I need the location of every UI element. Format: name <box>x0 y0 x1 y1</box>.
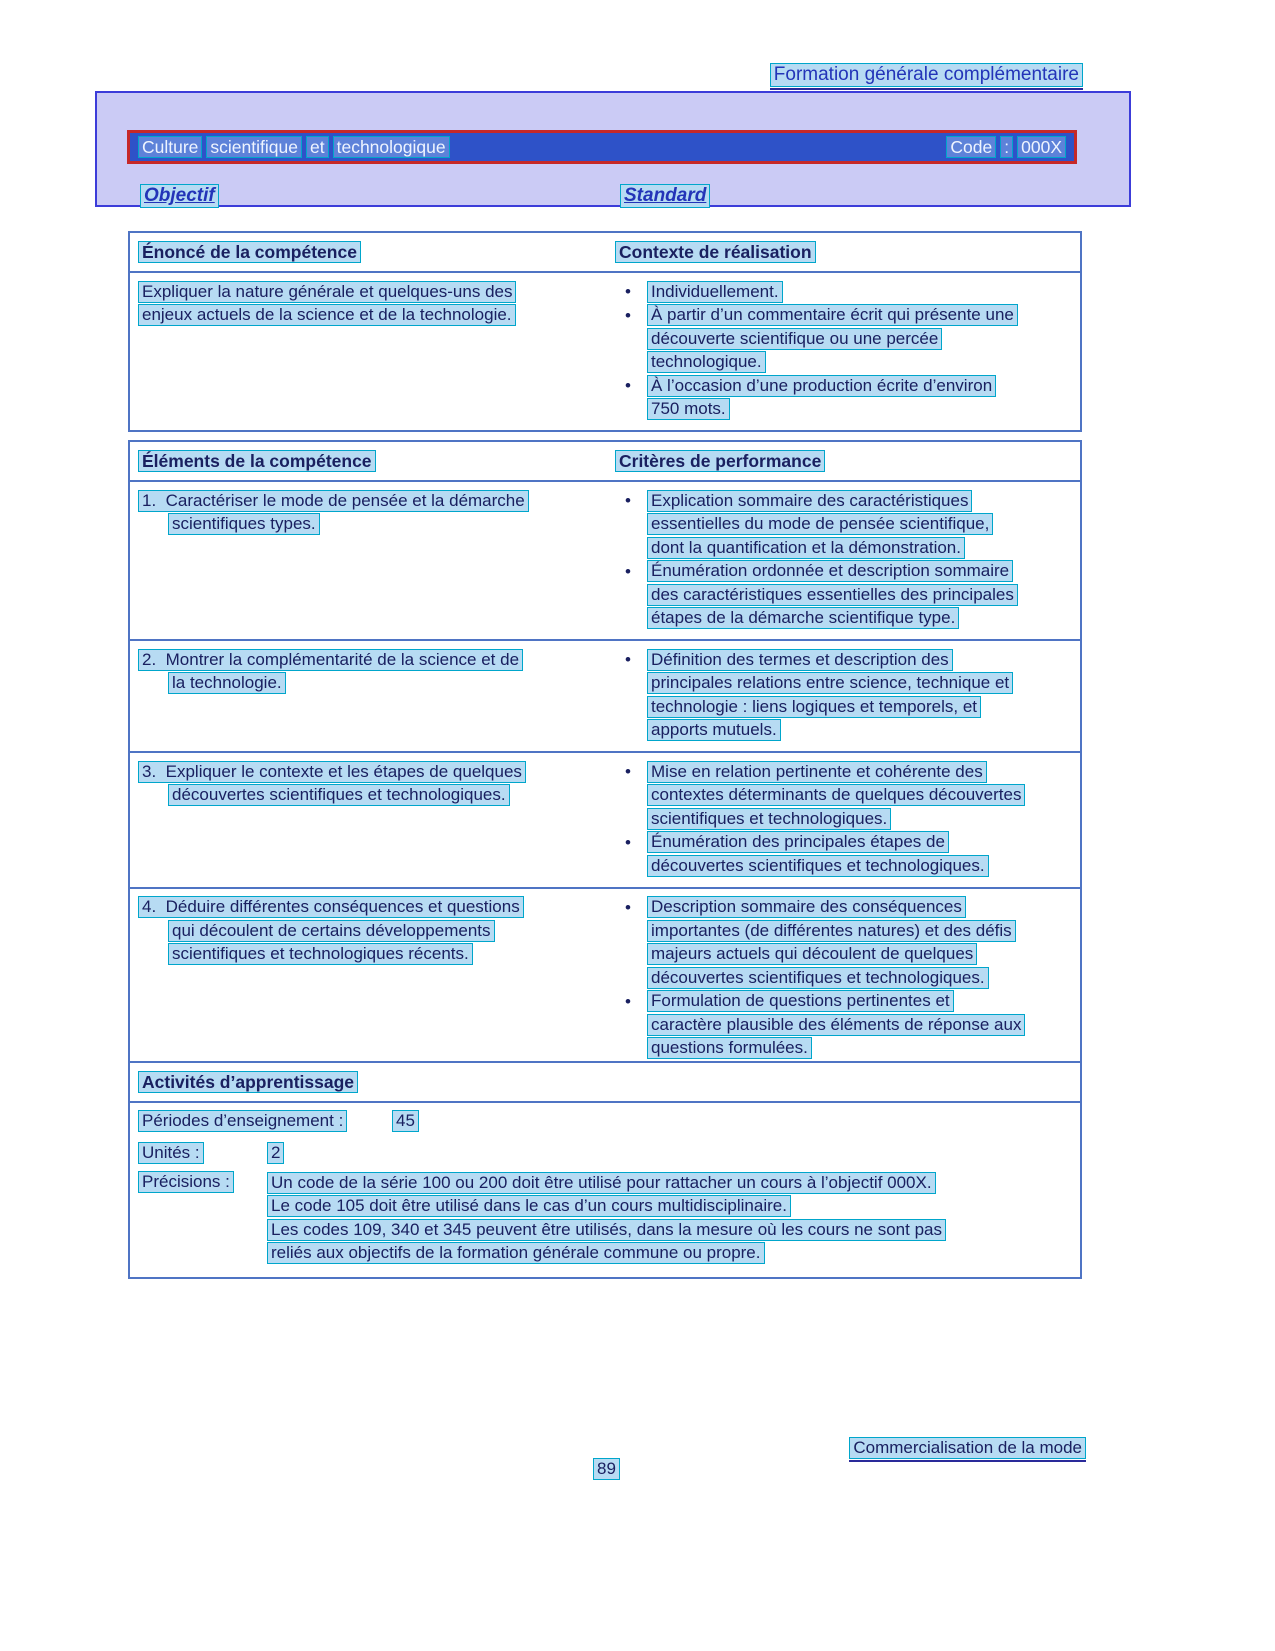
bullet-item <box>625 990 1080 1061</box>
running-header-text: Formation générale complémentaire <box>770 63 1083 87</box>
bullet-item <box>625 489 1080 560</box>
column-header-enonce: Énoncé de la compétence <box>138 241 361 263</box>
title-word: Culture <box>138 136 202 158</box>
precisions-label: Précisions : <box>138 1171 234 1193</box>
bullet-icon: • <box>625 282 631 301</box>
text-line: technologie : liens logiques et temporels, et <box>647 695 1080 719</box>
title-selection-box <box>95 91 1131 207</box>
bullet-icon: • <box>625 897 631 917</box>
element-item-4 <box>130 896 615 1061</box>
objectif-label <box>140 184 219 208</box>
course-title-bar <box>127 130 1077 164</box>
text-line: Les codes 109, 340 et 345 peuvent être utilisés, dans la mesure où les cours ne sont pas <box>267 1218 1080 1242</box>
table-row <box>130 751 1080 887</box>
table-row <box>130 273 1080 430</box>
text-line: caractère plausible des éléments de réponse aux <box>647 1013 1080 1037</box>
standard-label <box>620 184 710 208</box>
criteria-bullet-list-2 <box>615 648 1080 742</box>
bullet-icon: • <box>625 376 631 395</box>
text-line: des caractéristiques essentielles des principales <box>647 583 1080 607</box>
bullet-icon: • <box>625 305 631 325</box>
header-cell-contexte <box>615 241 1080 263</box>
running-header <box>770 63 1083 90</box>
column-header-elements: Éléments de la compétence <box>138 450 376 472</box>
bullet-icon: • <box>625 832 631 852</box>
page-number-text: 89 <box>593 1458 620 1480</box>
activities-header: Activités d’apprentissage <box>138 1071 358 1093</box>
bullet-item <box>625 280 1080 304</box>
bullet-item <box>625 304 1080 375</box>
periods-label: Périodes d’enseignement : <box>138 1110 347 1132</box>
text-line: importantes (de différentes natures) et des défis <box>647 919 1080 943</box>
text-line: Énumération des principales étapes de <box>647 831 1080 855</box>
text-line: 2. Montrer la complémentarité de la science et de <box>138 648 615 672</box>
text-line: 3. Expliquer le contexte et les étapes de quelques <box>138 760 615 784</box>
text-line: apports mutuels. <box>647 719 1080 743</box>
periods-value: 45 <box>392 1110 419 1132</box>
units-label: Unités : <box>138 1142 204 1164</box>
text-line: contextes déterminants de quelques découvertes <box>647 784 1080 808</box>
text-line: 1. Caractériser le mode de pensée et la démarche <box>138 489 615 513</box>
text-line: Mise en relation pertinente et cohérente des <box>647 760 1080 784</box>
title-word: Code <box>946 136 996 158</box>
bullet-icon: • <box>625 650 631 669</box>
bullet-item <box>625 648 1080 742</box>
text-line: qui découlent de certains développements <box>168 919 615 943</box>
criteria-bullet-list-4 <box>615 896 1080 1061</box>
standard-label-text: Standard <box>620 184 710 208</box>
bullet-icon: • <box>625 561 631 581</box>
text-line: découvertes scientifiques et technologiques. <box>647 966 1080 990</box>
activities-table-header-row <box>130 1063 1080 1103</box>
context-bullet-list <box>615 280 1080 421</box>
precisions-label-cell <box>138 1171 267 1193</box>
competence-statement <box>130 280 615 421</box>
bullet-icon: • <box>625 491 631 510</box>
text-line: 750 mots. <box>647 398 1080 422</box>
element-item-2 <box>130 648 615 742</box>
criteria-bullet-list-3 <box>615 760 1080 878</box>
criteria-bullet-list-1 <box>615 489 1080 630</box>
text-line: technologique. <box>647 351 1080 375</box>
text-line: questions formulées. <box>647 1037 1080 1061</box>
column-header-contexte: Contexte de réalisation <box>615 241 816 263</box>
text-line: Explication sommaire des caractéristiques <box>647 489 1080 513</box>
text-line: scientifiques et technologiques. <box>647 807 1080 831</box>
text-line: reliés aux objectifs de la formation générale commune ou propre. <box>267 1242 1080 1266</box>
header-cell-elements <box>130 450 615 472</box>
text-line: À l’occasion d’une production écrite d’environ <box>647 374 1080 398</box>
competence-table <box>128 231 1082 432</box>
text-line: Le code 105 doit être utilisé dans le cas d’un cours multidisciplinaire. <box>267 1195 1080 1219</box>
objectif-label-text: Objectif <box>140 184 219 208</box>
text-line: dont la quantification et la démonstration. <box>647 536 1080 560</box>
text-line: Énumération ordonnée et description sommaire <box>647 560 1080 584</box>
table-row <box>130 482 1080 639</box>
units-value: 2 <box>267 1142 284 1164</box>
element-item-3 <box>130 760 615 878</box>
text-line: Un code de la série 100 ou 200 doit être utilisé pour rattacher un cours à l’objectif 000X. <box>267 1171 1080 1195</box>
text-line: Description sommaire des conséquences <box>647 896 1080 920</box>
text-line: Définition des termes et description des <box>647 648 1080 672</box>
column-header-criteres: Critères de performance <box>615 450 825 472</box>
text-line: découverte scientifique ou une percée <box>647 327 1080 351</box>
course-title <box>136 136 452 158</box>
text-line: majeurs actuels qui découlent de quelques <box>647 943 1080 967</box>
activities-table <box>128 1061 1082 1279</box>
text-line: essentielles du mode de pensée scientifique, <box>647 513 1080 537</box>
title-word: scientifique <box>206 136 302 158</box>
text-line: découvertes scientifiques et technologiques. <box>647 854 1080 878</box>
text-line: À partir d’un commentaire écrit qui présente une <box>647 304 1080 328</box>
periods-row <box>130 1110 1080 1135</box>
bullet-item <box>625 374 1080 421</box>
text-line: la technologie. <box>168 672 615 696</box>
text-line: Formulation de questions pertinentes et <box>647 990 1080 1014</box>
title-word: 000X <box>1017 136 1066 158</box>
bullet-item <box>625 831 1080 878</box>
title-word: et <box>306 136 329 158</box>
text-line: enjeux actuels de la science et de la technologie. <box>138 304 615 328</box>
text-line: principales relations entre science, technique et <box>647 672 1080 696</box>
bullet-item <box>625 896 1080 990</box>
text-line: étapes de la démarche scientifique type. <box>647 607 1080 631</box>
bullet-item <box>625 760 1080 831</box>
text-line: Expliquer la nature générale et quelques-uns des <box>138 280 615 304</box>
bullet-item <box>625 560 1080 631</box>
elements-table <box>128 440 1082 1071</box>
units-row <box>130 1142 1080 1167</box>
page-number <box>593 1458 620 1480</box>
footer-program-text: Commercialisation de la mode <box>849 1437 1086 1459</box>
text-line: scientifiques types. <box>168 513 615 537</box>
text-line: découvertes scientifiques et technologiques. <box>168 784 615 808</box>
bullet-icon: • <box>625 762 631 781</box>
text-line: scientifiques et technologiques récents. <box>168 943 615 967</box>
precisions-text <box>267 1171 1080 1265</box>
competence-table-header-row <box>130 233 1080 273</box>
header-cell-criteres <box>615 450 1080 472</box>
title-word: : <box>1000 136 1013 158</box>
bullet-icon: • <box>625 991 631 1011</box>
course-code <box>944 136 1068 158</box>
elements-table-header-row <box>130 442 1080 482</box>
table-row <box>130 639 1080 751</box>
title-word: technologique <box>333 136 450 158</box>
table-row <box>130 887 1080 1070</box>
text-line: 4. Déduire différentes conséquences et questions <box>138 896 615 920</box>
footer-program-name <box>849 1437 1086 1462</box>
text-line: Individuellement. <box>647 280 1080 304</box>
header-cell-enonce <box>130 241 615 263</box>
element-item-1 <box>130 489 615 630</box>
precisions-row <box>130 1171 1080 1277</box>
